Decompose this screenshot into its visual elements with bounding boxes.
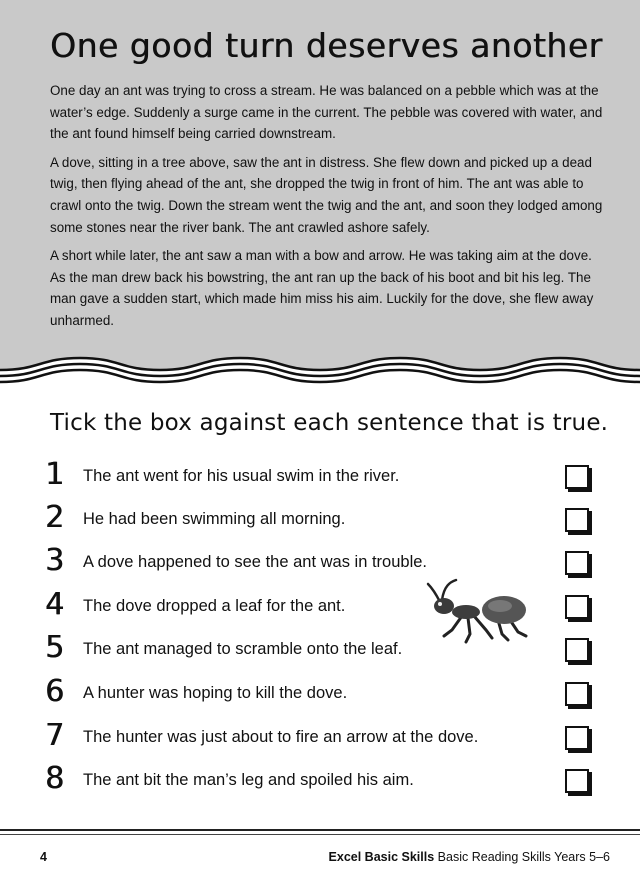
question-text: A dove happened to see the ant was in trouble. xyxy=(83,553,428,571)
question-row-1 xyxy=(40,456,595,496)
exercise-instruction: Tick the box against each sentence that is true. xyxy=(50,410,609,436)
question-text: He had been swimming all morning. xyxy=(83,510,346,528)
question-text: The dove dropped a leaf for the ant. xyxy=(83,597,346,615)
footer-divider-thin xyxy=(0,834,640,835)
true-checkbox-2[interactable] xyxy=(565,508,589,532)
story-panel xyxy=(0,0,640,392)
question-number: 6 xyxy=(45,674,65,709)
footer-divider xyxy=(0,829,640,831)
question-number: 8 xyxy=(45,761,65,796)
true-checkbox-5[interactable] xyxy=(565,638,589,662)
question-text: A hunter was hoping to kill the dove. xyxy=(83,684,348,702)
question-number: 4 xyxy=(45,587,65,622)
question-text: The hunter was just about to fire an arrow at the dove. xyxy=(83,728,479,746)
footer-credit xyxy=(329,850,610,864)
ant-icon xyxy=(422,576,532,646)
question-number: 3 xyxy=(45,543,65,578)
story-paragraph-2: A dove, sitting in a tree above, saw the ant in distress. She flew down and picked up a dead twig, then flying ahead of the ant, she dropped the twig in front of him. The ant was able to crawl onto the twig. Down the stream went the twig and the ant, and soon they lodged among some stones near the river bank. The ant crawled ashore safely. xyxy=(50,154,603,235)
question-number: 7 xyxy=(45,718,65,753)
story-paragraph-1: One day an ant was trying to cross a stream. He was balanced on a pebble which was at the water’s edge. Suddenly a surge came in the current. The pebble was covered with water, and the ant found himself being carried downstream. xyxy=(50,83,603,142)
question-text: The ant managed to scramble onto the leaf. xyxy=(83,640,403,658)
true-checkbox-8[interactable] xyxy=(565,769,589,793)
question-row-2 xyxy=(40,499,595,539)
question-text: The ant went for his usual swim in the river. xyxy=(83,467,400,485)
true-checkbox-7[interactable] xyxy=(565,726,589,750)
question-row-8 xyxy=(40,760,595,800)
question-number: 1 xyxy=(45,457,65,492)
story-title: One good turn deserves another xyxy=(50,26,603,65)
true-checkbox-6[interactable] xyxy=(565,682,589,706)
question-text: The ant bit the man’s leg and spoiled his aim. xyxy=(83,771,414,789)
question-number: 2 xyxy=(45,500,65,535)
series-name: Excel Basic Skills xyxy=(328,850,435,864)
book-title: Basic Reading Skills Years 5–6 xyxy=(437,850,610,864)
story-paragraph-3: A short while later, the ant saw a man with a bow and arrow. He was taking aim at the dove. As the man drew back his bowstring, the ant ran up the back of his boot and bit his leg. The man gave a sudden start, which made him miss his aim. Luckily for the dove, she flew away unharmed. xyxy=(50,248,594,328)
true-checkbox-3[interactable] xyxy=(565,551,589,575)
question-row-6 xyxy=(40,673,595,713)
question-number: 5 xyxy=(45,630,65,665)
wave-border xyxy=(0,340,640,400)
page-number: 4 xyxy=(40,850,47,864)
true-checkbox-1[interactable] xyxy=(565,465,589,489)
story-text xyxy=(50,80,606,339)
true-checkbox-4[interactable] xyxy=(565,595,589,619)
question-row-7 xyxy=(40,717,595,757)
